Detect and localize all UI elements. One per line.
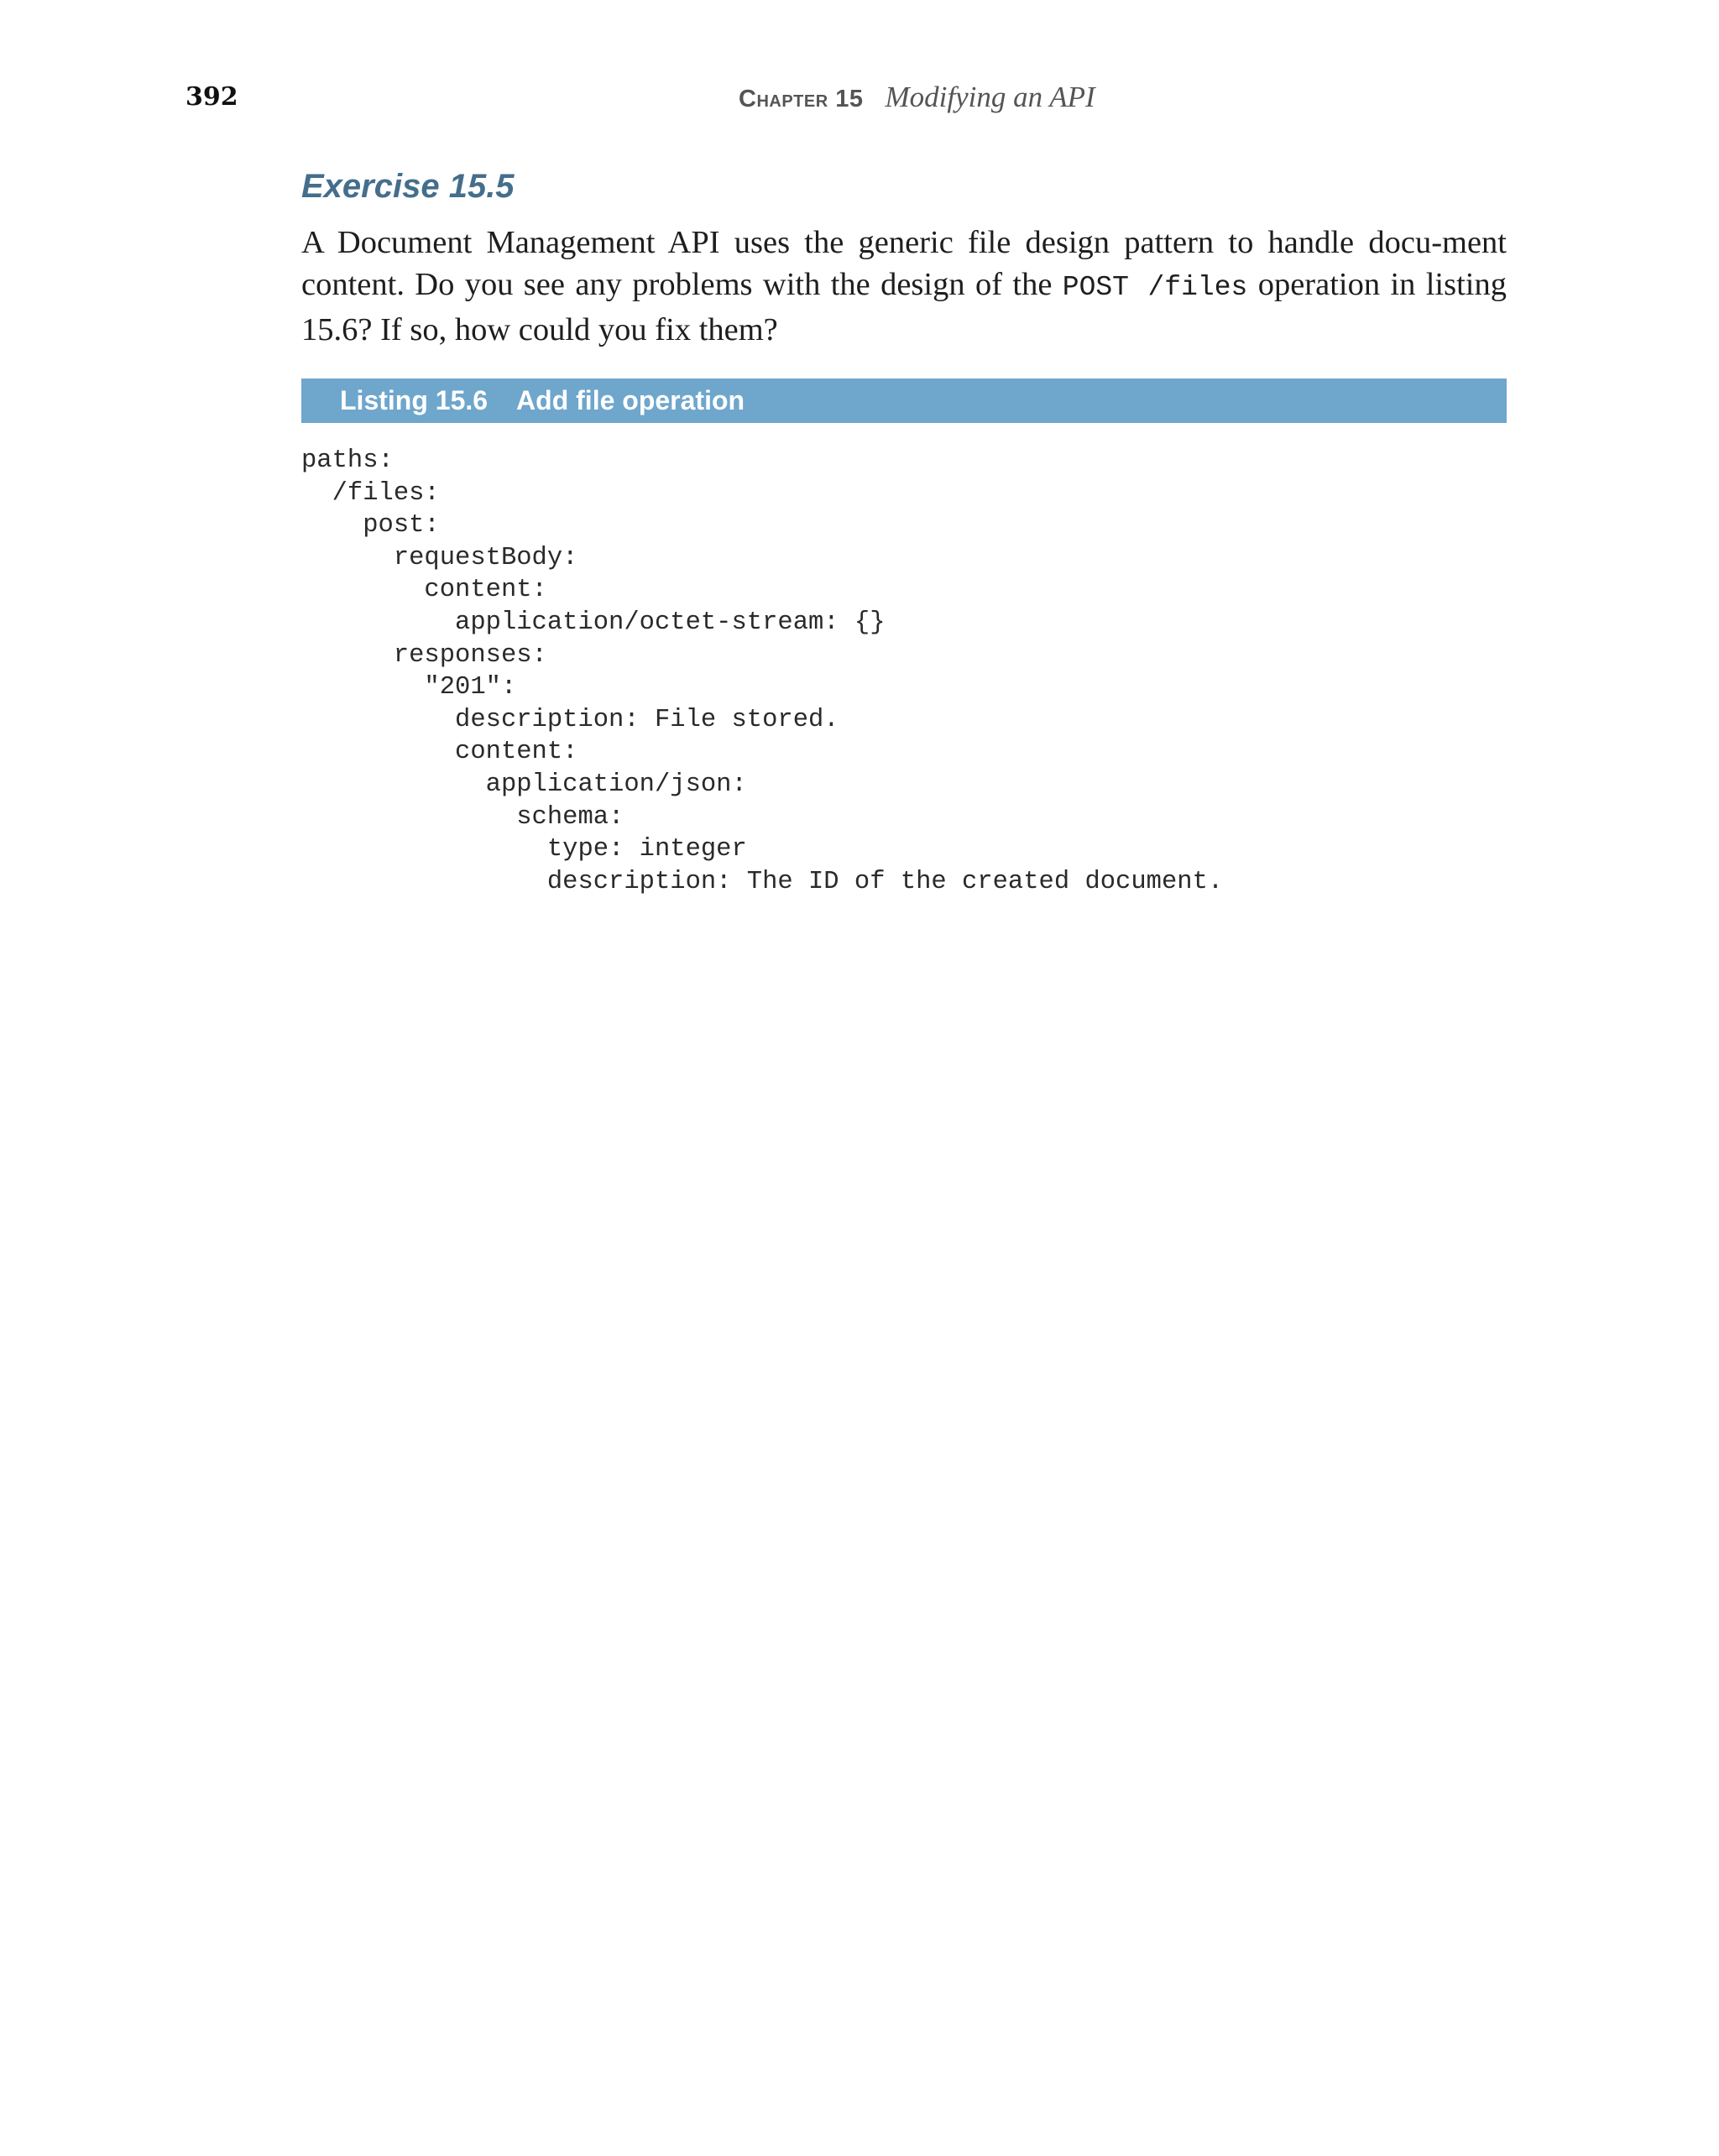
code-line: description: File stored. [301, 705, 839, 734]
listing-caption-bar [301, 378, 1507, 423]
code-line: "201": [301, 673, 517, 702]
code-line: description: The ID of the created document. [301, 867, 1224, 896]
listing-label: Listing 15.6 [340, 385, 489, 415]
code-line: /files: [301, 478, 440, 508]
code-listing [301, 445, 1223, 898]
exercise-heading: Exercise 15.5 [301, 168, 515, 205]
code-line: schema: [301, 802, 624, 832]
exercise-paragraph [301, 222, 1507, 351]
code-line: responses: [301, 640, 547, 670]
code-line: paths: [301, 446, 394, 475]
chapter-title: Modifying an API [885, 81, 1095, 113]
paragraph-text-after-code: operation in listing 15.6? If so, how could you fix them? [301, 267, 1507, 347]
page-number: 392 [185, 82, 238, 112]
code-line: application/octet-stream: {} [301, 608, 886, 637]
code-line: content: [301, 576, 547, 605]
code-line: type: integer [301, 835, 747, 864]
chapter-label: Chapter 15 [739, 86, 864, 112]
code-line: post: [301, 511, 440, 540]
listing-title: Add file operation [516, 385, 745, 415]
code-line: application/json: [301, 770, 747, 799]
running-head [739, 81, 1095, 114]
inline-code: POST /files [1062, 272, 1248, 303]
code-line: content: [301, 738, 578, 767]
paragraph-text-before-code: A Document Management API uses the generic file design pattern to handle docu-ment content. Do you see any problems with the design of the [301, 225, 1507, 302]
code-line: requestBody: [301, 543, 578, 572]
